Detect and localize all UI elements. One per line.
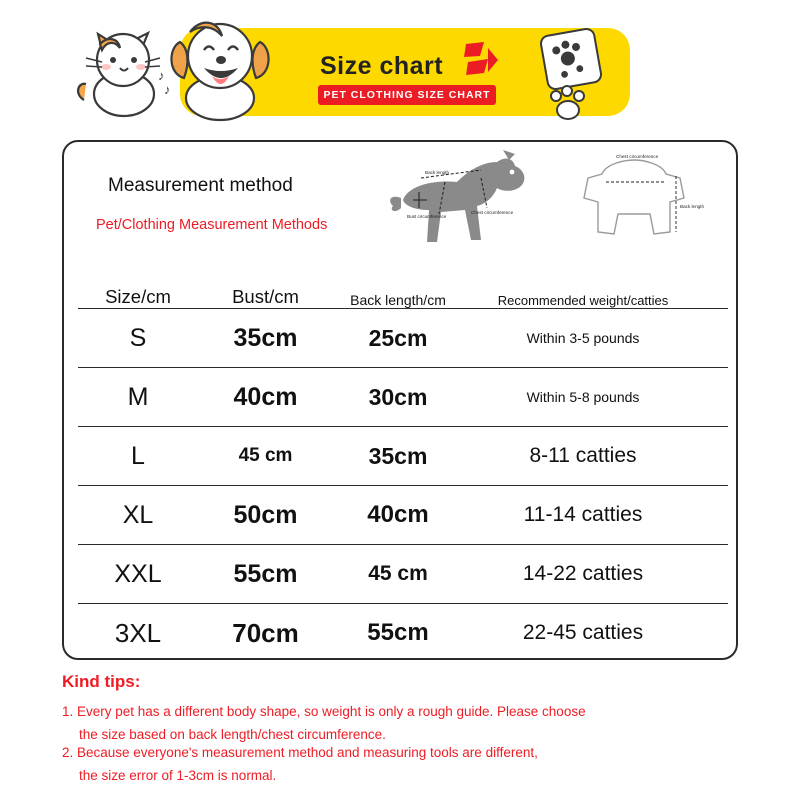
red-arrow-icon	[462, 40, 502, 85]
tip-item-2	[62, 741, 742, 787]
cell-size: S	[129, 323, 147, 352]
size-table	[78, 262, 728, 662]
column-header-weight: Recommended weight/catties	[497, 293, 669, 308]
measurement-method-subtitle: Pet/Clothing Measurement Methods	[96, 217, 328, 233]
clothing-measurement-diagram	[560, 148, 710, 256]
paw-pattern-icon	[540, 28, 602, 90]
table-row	[78, 308, 728, 367]
cell-weight: Within 5-8 pounds	[526, 389, 640, 405]
label-dog-chest: Chest circumference	[471, 210, 514, 215]
cell-bust: 50cm	[233, 500, 298, 529]
paw-print-icon	[548, 84, 588, 122]
table-row	[78, 603, 728, 662]
cell-back-length: 45 cm	[368, 562, 428, 585]
banner-subtitle: PET CLOTHING SIZE CHART	[318, 85, 496, 105]
tip-2-line-2: the size error of 1-3cm is normal.	[79, 768, 277, 783]
label-dog-back-length: Back length	[425, 170, 450, 175]
dog-measurement-diagram	[385, 148, 550, 256]
column-header-bust: Bust/cm	[232, 286, 299, 307]
cell-weight: 22-45 catties	[522, 621, 644, 644]
measurement-method-title: Measurement method	[108, 175, 293, 196]
table-row	[78, 485, 728, 544]
cell-size: M	[127, 382, 149, 411]
cell-back-length: 40cm	[367, 501, 429, 528]
table-row	[78, 367, 728, 426]
cell-size: XXL	[114, 559, 162, 588]
dog-illustration	[160, 12, 280, 124]
column-header-back-length: Back length/cm	[350, 292, 446, 308]
cell-back-length: 55cm	[367, 619, 429, 646]
label-cloth-back-length: Back length	[680, 204, 705, 209]
cell-bust: 70cm	[232, 617, 299, 648]
cell-weight: 11-14 catties	[523, 503, 643, 526]
cell-size: L	[131, 441, 145, 470]
cell-size: XL	[122, 500, 154, 529]
tip-1-line-2: the size based on back length/chest circumference.	[79, 727, 386, 742]
tip-1-line-1: 1. Every pet has a different body shape, so weight is only a rough guide. Please choose	[62, 704, 586, 719]
tip-2-line-1: 2. Because everyone's measurement method and measuring tools are different,	[62, 745, 538, 760]
cell-back-length: 25cm	[368, 324, 428, 351]
svg-text:♪: ♪	[164, 82, 171, 97]
cell-bust: 35cm	[233, 323, 298, 352]
table-row	[78, 544, 728, 603]
cell-weight: 14-22 catties	[522, 562, 644, 585]
cell-bust: 55cm	[233, 559, 298, 588]
cell-back-length: 30cm	[368, 383, 428, 410]
cell-weight: Within 3-5 pounds	[526, 330, 640, 346]
tip-item-1	[62, 700, 742, 746]
cell-bust: 45 cm	[238, 445, 293, 466]
cell-back-length: 35cm	[368, 442, 428, 469]
label-cloth-chest: Chest circumference	[616, 154, 659, 159]
column-header-size: Size/cm	[105, 286, 171, 307]
table-header-row	[78, 262, 728, 308]
cell-bust: 40cm	[233, 382, 298, 411]
cell-weight: 8-11 catties	[529, 444, 637, 467]
label-dog-bust: Bust circumference	[407, 214, 447, 219]
table-row	[78, 426, 728, 485]
cell-size: 3XL	[114, 617, 162, 648]
banner-title: Size chart	[320, 52, 444, 80]
tips-title: Kind tips:	[62, 672, 141, 691]
svg-text:♪: ♪	[158, 68, 165, 83]
